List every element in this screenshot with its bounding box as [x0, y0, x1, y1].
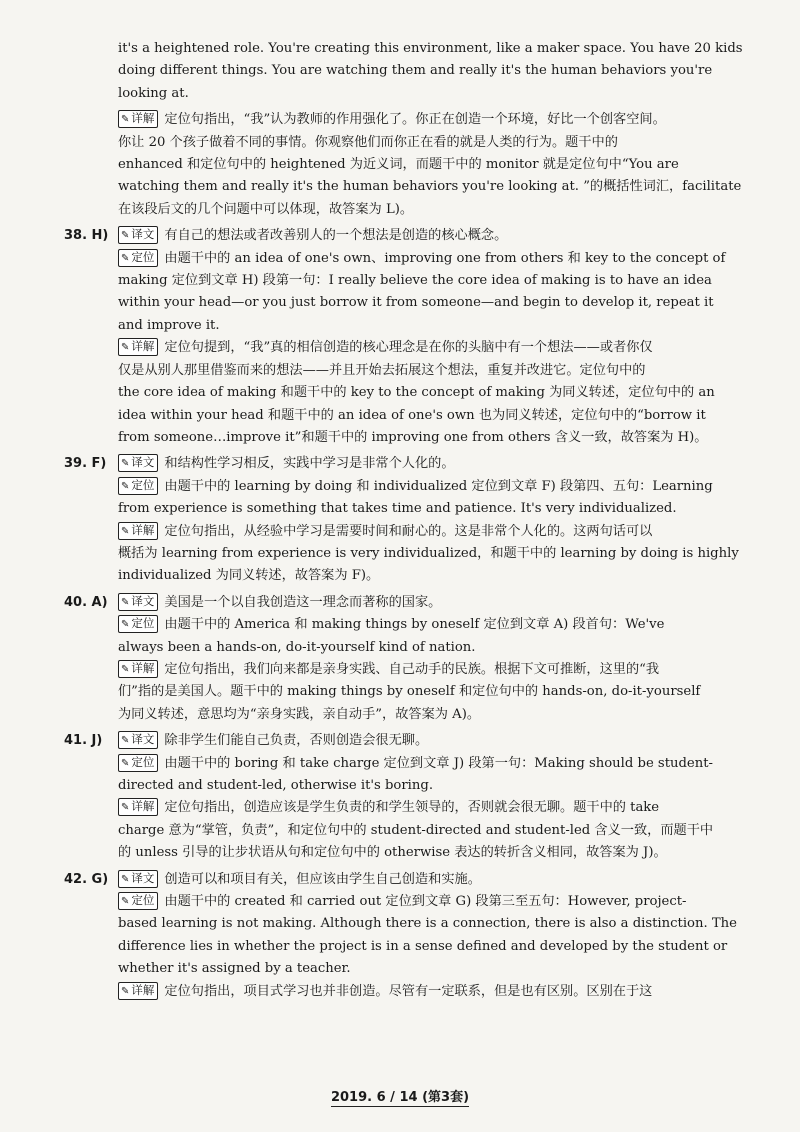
text-content: 定位句指出，项目式学习也并非创造。尽管有一定联系，但是也有区别。区别在于这: [164, 983, 653, 999]
text-line: [64, 270, 764, 292]
pen-icon: ✎: [121, 458, 130, 470]
section-tag-label: 定位: [131, 893, 155, 908]
text-line: [64, 681, 764, 703]
text-line: [64, 476, 764, 498]
section-tag-label: 详解: [131, 111, 155, 126]
translation-line: [64, 453, 764, 475]
text-line: [64, 154, 764, 176]
detail-section: [64, 659, 764, 726]
question-number: 40. A): [64, 594, 108, 610]
text-content: 在该段后文的几个问题中可以体现，故答案为 L)。: [118, 201, 414, 217]
section-tag-label: 详解: [131, 339, 155, 354]
pen-icon: ✎: [121, 480, 130, 492]
pen-icon: ✎: [121, 873, 130, 885]
question-number: 41. J): [64, 733, 103, 749]
text-content: the core idea of making 和题干中的 key to the concept of making 为同义转述，定位句中的 an: [118, 385, 715, 401]
section-tag-detail: [118, 982, 158, 1000]
section-tag-locate: [118, 892, 158, 910]
pen-icon: ✎: [121, 663, 130, 675]
question-0: [64, 225, 764, 449]
text-line: [64, 248, 764, 270]
section-tag-translation: [118, 454, 158, 472]
text-line: [64, 360, 764, 382]
pen-icon: ✎: [121, 114, 130, 126]
section-tag-detail: [118, 338, 158, 356]
text-content: doing different things. You are watching them and really it's the human behaviors you're: [118, 63, 713, 79]
text-content: directed and student-led, otherwise it's boring.: [118, 778, 434, 793]
text-content: 定位句指出，“我”认为教师的作用强化了。你正在创造一个环境，好比一个创客空间。: [164, 112, 666, 128]
question-number: 39. F): [64, 456, 107, 472]
section-tag-locate: [118, 477, 158, 495]
text-line: [64, 521, 764, 543]
text-content: 定位句提到，“我”真的相信创造的核心理念是在你的头脑中有一个想法——或者你仅: [164, 340, 653, 356]
pen-icon: ✎: [121, 252, 130, 264]
text-content: difference lies in whether the project is in a sense defined and developed by the student or: [118, 938, 728, 954]
text-line: [64, 382, 764, 404]
text-content: making 定位到文章 H) 段第一句：I really believe the core idea of making is to have an idea: [118, 273, 712, 289]
section-tag-translation: [118, 870, 158, 888]
section-tag-label: 详解: [131, 522, 155, 537]
section-tag-translation: [118, 731, 158, 749]
question-2: [64, 592, 764, 726]
question-3: [64, 730, 764, 864]
section-tag-label: 详解: [131, 660, 155, 675]
pen-icon: ✎: [121, 735, 130, 747]
text-content: from experience is something that takes time and patience. It's very individualized.: [118, 501, 677, 517]
intro-detail: [64, 109, 764, 221]
text-line: [64, 176, 764, 198]
text-content: 们”指的是美国人。题干中的 making things by oneself 和定位句中的 hands-on, do-it-yourself: [118, 684, 701, 700]
translation-text: 和结构性学习相反，实践中学习是非常个人化的。: [164, 456, 455, 472]
text-line: [64, 60, 764, 82]
text-line: [64, 797, 764, 819]
text-line: [64, 292, 764, 314]
pen-icon: ✎: [121, 985, 130, 997]
text-line: [64, 315, 764, 337]
section-tag-label: 定位: [131, 249, 155, 264]
section-tag-label: 译文: [131, 455, 155, 470]
text-line: [64, 842, 764, 864]
text-line: [64, 405, 764, 427]
text-content: watching them and really it's the human behaviors you're looking at. ”的概括性词汇，facilitate: [118, 179, 742, 195]
page-footer: [0, 1086, 800, 1105]
section-tag-translation: [118, 226, 158, 244]
text-line: [64, 775, 764, 797]
text-line: [64, 820, 764, 842]
translation-text: 除非学生们能自己负责，否则创造会很无聊。: [164, 733, 429, 749]
section-tag-label: 译文: [131, 227, 155, 242]
intro-passage: [64, 38, 764, 105]
text-content: 由题干中的 learning by doing 和 individualized 定位到文章 F) 段第四、五句：Learning: [164, 478, 713, 494]
text-content: enhanced 和定位句中的 heightened 为近义词，而题干中的 monitor 就是定位句中“You are: [118, 157, 679, 173]
text-line: [64, 83, 764, 105]
text-line: [64, 132, 764, 154]
pen-icon: ✎: [121, 525, 130, 537]
section-tag-label: 定位: [131, 754, 155, 769]
detail-section: [64, 981, 764, 1003]
text-content: 你让 20 个孩子做着不同的事情。你观察他们而你正在看的就是人类的行为。题干中的: [118, 134, 618, 150]
detail-section: [64, 337, 764, 449]
pen-icon: ✎: [121, 596, 130, 608]
text-line: [64, 659, 764, 681]
section-tag-label: 详解: [131, 799, 155, 814]
text-content: 概括为 learning from experience is very individualized，和题干中的 learning by doing is highly: [118, 545, 739, 561]
text-content: within your head—or you just borrow it from someone—and begin to develop it, repeat it: [118, 295, 714, 311]
section-tag-detail: [118, 522, 158, 540]
translation-line: [64, 730, 764, 752]
locate-section: [64, 476, 764, 521]
text-content: 的 unless 引导的让步状语从句和定位句中的 otherwise 表达的转折含义相同，故答案为 J)。: [118, 845, 667, 861]
text-line: [64, 199, 764, 221]
section-tag-locate: [118, 754, 158, 772]
pen-icon: ✎: [121, 619, 130, 631]
translation-line: [64, 225, 764, 247]
translation-text: 美国是一个以自我创造这一理念而著称的国家。: [164, 594, 442, 610]
section-tag-detail: [118, 798, 158, 816]
question-number: 38. H): [64, 228, 109, 244]
text-content: 由题干中的 America 和 making things by oneself 定位到文章 A) 段首句：We've: [164, 617, 665, 633]
text-line: [64, 958, 764, 980]
text-content: 由题干中的 created 和 carried out 定位到文章 G) 段第三至五句：However, project-: [164, 894, 687, 910]
detail-section: [64, 521, 764, 588]
locate-section: [64, 248, 764, 338]
translation-text: 创造可以和项目有关，但应该由学生自己创造和实施。: [164, 871, 481, 887]
section-tag-label: 译文: [131, 732, 155, 747]
pen-icon: ✎: [121, 802, 130, 814]
text-line: [64, 891, 764, 913]
text-line: [64, 427, 764, 449]
question-4: [64, 869, 764, 1003]
text-content: 为同义转述，意思均为“亲身实践，亲自动手”，故答案为 A)。: [118, 706, 481, 722]
text-line: [64, 936, 764, 958]
locate-section: [64, 753, 764, 798]
text-content: whether it's assigned by a teacher.: [118, 961, 351, 977]
text-line: [64, 981, 764, 1003]
translation-text: 有自己的想法或者改善别人的一个想法是创造的核心概念。: [164, 228, 508, 244]
section-tag-label: 译文: [131, 593, 155, 608]
page-number: 2019. 6 / 14 (第3套): [330, 1090, 470, 1105]
text-line: [64, 565, 764, 587]
section-tag-label: 详解: [131, 982, 155, 997]
text-content: individualized 为同义转述，故答案为 F)。: [118, 568, 380, 584]
section-tag-detail: [118, 660, 158, 678]
text-content: idea within your head 和题干中的 an idea of one's own 也为同义转述，定位句中的“borrow it: [118, 407, 706, 423]
text-line: [64, 38, 764, 60]
text-content: 由题干中的 an idea of one's own、improving one from others 和 key to the concept of: [164, 250, 726, 266]
text-content: it's a heightened role. You're creating this environment, like a maker space. You have 20 kids: [118, 41, 743, 56]
section-tag-translation: [118, 593, 158, 611]
section-tag-locate: [118, 249, 158, 267]
text-content: looking at.: [118, 85, 189, 101]
translation-line: [64, 592, 764, 614]
pen-icon: ✎: [121, 896, 130, 908]
text-content: from someone…improve it”和题干中的 improving one from others 含义一致，故答案为 H)。: [118, 429, 708, 445]
text-content: 定位句指出，我们向来都是亲身实践、自己动手的民族。根据下文可推断，这里的“我: [164, 661, 660, 677]
text-line: [64, 637, 764, 659]
section-tag-label: 译文: [131, 870, 155, 885]
text-line: [64, 913, 764, 935]
section-tag-label: 定位: [131, 616, 155, 631]
text-content: charge 意为“掌管，负责”，和定位句中的 student-directed and student-led 含义一致，而题干中: [118, 822, 714, 838]
text-content: 由题干中的 boring 和 take charge 定位到文章 J) 段第一句：Making should be student-: [164, 755, 713, 771]
text-content: and improve it.: [118, 317, 220, 333]
section-tag-detail: [118, 110, 158, 128]
locate-section: [64, 614, 764, 659]
section-tag-label: 定位: [131, 477, 155, 492]
text-line: [64, 543, 764, 565]
text-content: always been a hands-on, do-it-yourself kind of nation.: [118, 639, 476, 655]
detail-section: [64, 797, 764, 864]
text-content: 定位句指出，创造应该是学生负责的和学生领导的，否则就会很无聊。题干中的 take: [164, 800, 660, 816]
translation-line: [64, 869, 764, 891]
pen-icon: ✎: [121, 342, 130, 354]
answer-explanations: [64, 225, 764, 1003]
text-line: [64, 337, 764, 359]
locate-section: [64, 891, 764, 981]
pen-icon: ✎: [121, 757, 130, 769]
text-line: [64, 753, 764, 775]
text-content: based learning is not making. Although there is a connection, there is also a distinction. The: [118, 916, 737, 932]
question-1: [64, 453, 764, 587]
text-line: [64, 498, 764, 520]
text-content: 定位句指出，从经验中学习是需要时间和耐心的。这是非常个人化的。这两句话可以: [164, 523, 653, 539]
text-line: [64, 704, 764, 726]
question-number: 42. G): [64, 871, 109, 887]
text-line: [64, 109, 764, 131]
section-tag-locate: [118, 615, 158, 633]
pen-icon: ✎: [121, 230, 130, 242]
text-line: [64, 614, 764, 636]
text-content: 仅是从别人那里借鉴而来的想法——并且开始去拓展这个想法，重复并改进它。定位句中的: [118, 362, 646, 378]
